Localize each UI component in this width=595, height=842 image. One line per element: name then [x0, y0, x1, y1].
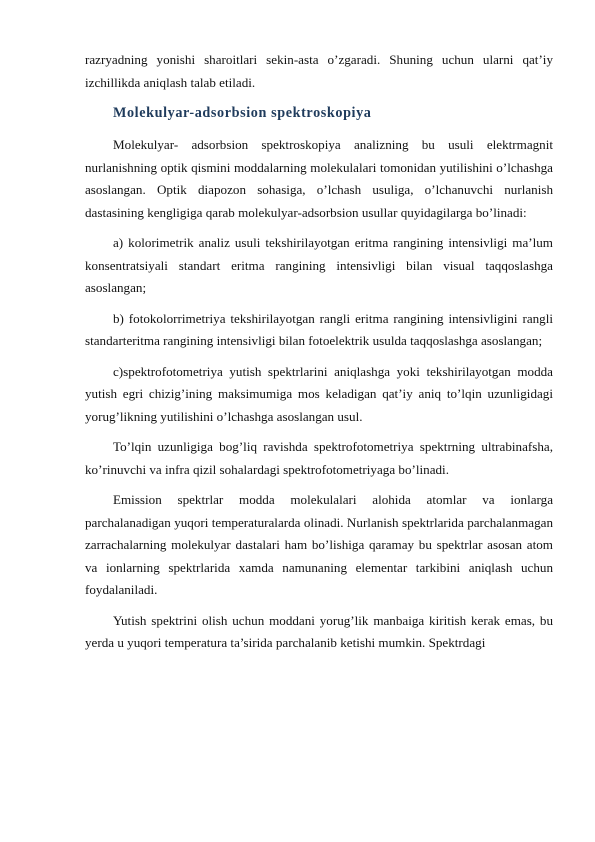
paragraph-wavelength: To’lqin uzunligiga bog’liq ravishda spektrofotometriya spektrning ultrabinafsha, ko’rinuvchi va infra qizil sohalardagi spektrofotometriyaga bo’linadi.: [85, 439, 553, 477]
paragraph-emission: Emission spektrlar modda molekulalari alohida atomlar va ionlarga parchalanadigan yuqori temperaturalarda olinadi. Nurlanish spektrlarida parchalanmagan zarrachalarning molekulyar dastalari ham bo’lishiga qaramay bu spektrlar asosan atom va ionlarning spektrlarida xamda namunaning elementar tarkibini aniqlash uchun foydalaniladi.: [85, 492, 553, 597]
paragraph-absorption: Yutish spektrini olish uchun moddani yorug’lik manbaiga kiritish kerak emas, bu yerda u yuqori temperatura ta’sirida parchalanib ketishi mumkin. Spektrdagi: [85, 612, 553, 650]
paragraph-item-b: b) fotokolorrimetriya tekshirilayotgan rangli eritma rangining intensivligini rangli standarteritma rangining intensivligi bilan fotoelektrik usulda taqqoslashga asoslangan;: [85, 310, 553, 348]
paragraph-item-a: a) kolorimetrik analiz usuli tekshirilayotgan eritma rangining intensivligi ma’lum konsentratsiyali standart eritma rangining intensivligi bilan visual taqqoslashga asoslangan;: [85, 235, 553, 295]
paragraph-item-c: c)spektrofotometriya yutish spektrlarini aniqlashga yoki tekshirilayotgan modda yutish egri chizig’ining maksimumiga mos keladigan qat’iy aniq to’lqin uzunligidagi yorug’likning yutilishini o’lchashga asoslangan usul.: [85, 363, 553, 424]
paragraph-intro: Molekulyar- adsorbsion spektroskopiya analizning bu usuli elektrmagnit nurlanishning optik qismini moddalarning molekulalari tomonidan yutilishini o’lchashga asoslangan. Optik diapozon sohasiga, o’lchash usuliga, o’lchanuvchi nurlanish dastasining kengligiga qarab molekulyar-adsorbsion usullar quyidagilarga bo’linadi:: [85, 137, 553, 220]
section-heading: Molekulyar-adsorbsion spektroskopiya: [113, 105, 372, 121]
continuation-paragraph: razryadning yonishi sharoitlari sekin-asta o’zgaradi. Shuning uchun ularni qat’iy izchillikda aniqlash talab etiladi.: [85, 52, 553, 90]
